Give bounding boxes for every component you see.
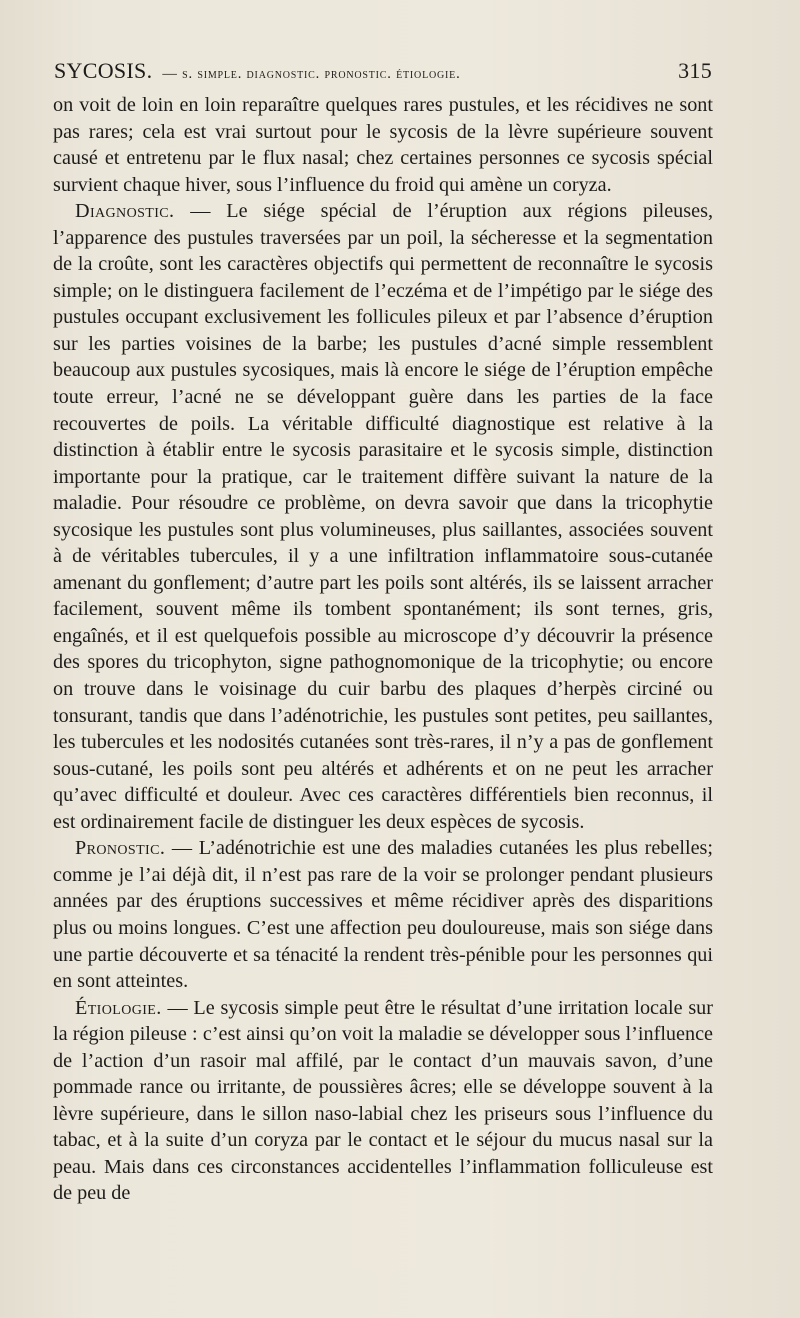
paragraph-continuation: [53, 92, 713, 198]
paragraph-text: — Le sycosis simple peut être le résultat d’une irritation locale sur la région pileuse : c’est ainsi qu’on voit la maladie se développer sous l’influence de l’action d’un rasoir mal affilé, par le contact d’un mauvais savon, d’une pommade rance ou irritante, de poussières âcres; elle se développe souvent à la lèvre supérieure, dans le sillon naso-labial chez les priseurs sous l’influence du tabac, et à la suite d’un coryza par le contact et le séjour du mucus nasal sur la peau. Mais dans ces circonstances accidentelles l’inflammation folliculeuse est de peu de: [53, 996, 713, 1205]
header-title: SYCOSIS.: [54, 58, 153, 83]
section-heading-etiologie: Étiologie.: [75, 996, 162, 1019]
paragraph-text: on voit de loin en loin reparaître quelques rares pustules, et les récidives ne sont pas rares; cela est vrai surtout pour le sycosis de la lèvre supérieure souvent causé et entretenu par le flux nasal; chez certaines personnes ce sycosis spécial survient chaque hiver, sous l’influence du froid qui amène un coryza.: [53, 94, 713, 196]
header-subtitle: — s. simple. diagnostic. pronostic. étiologie.: [162, 66, 461, 82]
section-heading-pronostic: Pronostic.: [75, 837, 166, 860]
running-header: [54, 58, 712, 88]
paragraph-etiologie: [53, 995, 713, 1207]
page-number: 315: [678, 58, 712, 83]
page-body: [53, 92, 713, 1207]
paragraph-pronostic: [53, 835, 713, 994]
paragraph-text: — Le siége spécial de l’éruption aux régions pileuses, l’apparence des pustules traversées par un poil, la sécheresse et la segmentation de la croûte, sont les caractères objectifs qui permettent de reconnaître le sycosis simple; on le distinguera facilement de l’eczéma et de l’impétigo par le siége des pustules occupant exclusivement les follicules pileux et par l’absence d’éruption sur les parties voisines de la barbe; les pustules d’acné simple ressemblent beaucoup aux pustules sycosiques, mais là encore le siége de l’éruption empêche toute erreur, l’acné ne se développant guère dans les parties de la face recouvertes de poils. La véritable difficulté diagnostique est relative à la distinction à établir entre le sycosis parasitaire et le sycosis simple, distinction importante pour la pratique, car le traitement diffère suivant la nature de la maladie. Pour résoudre ce problème, on devra savoir que dans la tricophytie sycosique les pustules sont plus volumineuses, plus saillantes, associées souvent à de véritables tubercules, il y a une infiltration inflammatoire sous-cutanée amenant du gonflement; d’autre part les poils sont altérés, ils se laissent arracher facilement, souvent même ils tombent spontanément; ils sont ternes, gris, engaînés, et il est quelquefois possible au microscope d’y découvrir la présence des spores du tricophyton, signe pathognomonique de la tricophytie; ou encore on trouve dans le voisinage du cuir barbu des plaques d’herpès circiné ou tonsurant, tandis que dans l’adénotrichie, les pustules sont petites, peu saillantes, les tubercules et les nodosités cutanées sont très-rares, il n’y a pas de gonflement sous-cutané, les poils sont peu altérés et adhérents et on ne peut les arracher qu’avec difficulté et douleur. Avec ces caractères différentiels bien reconnus, il est ordinairement facile de distinguer les deux espèces de sycosis.: [53, 200, 713, 833]
section-heading-diagnostic: Diagnostic.: [75, 200, 175, 223]
paragraph-text: — L’adénotrichie est une des maladies cutanées les plus rebelles; comme je l’ai déjà dit, il n’est pas rare de la voir se prolonger pendant plusieurs années par des éruptions successives et même récidiver après des disparitions plus ou moins longues. C’est une affection peu douloureuse, mais son siége dans une partie découverte et sa ténacité la rendent très-pénible pour les personnes qui en sont atteintes.: [53, 837, 713, 993]
paragraph-diagnostic: [53, 198, 713, 835]
